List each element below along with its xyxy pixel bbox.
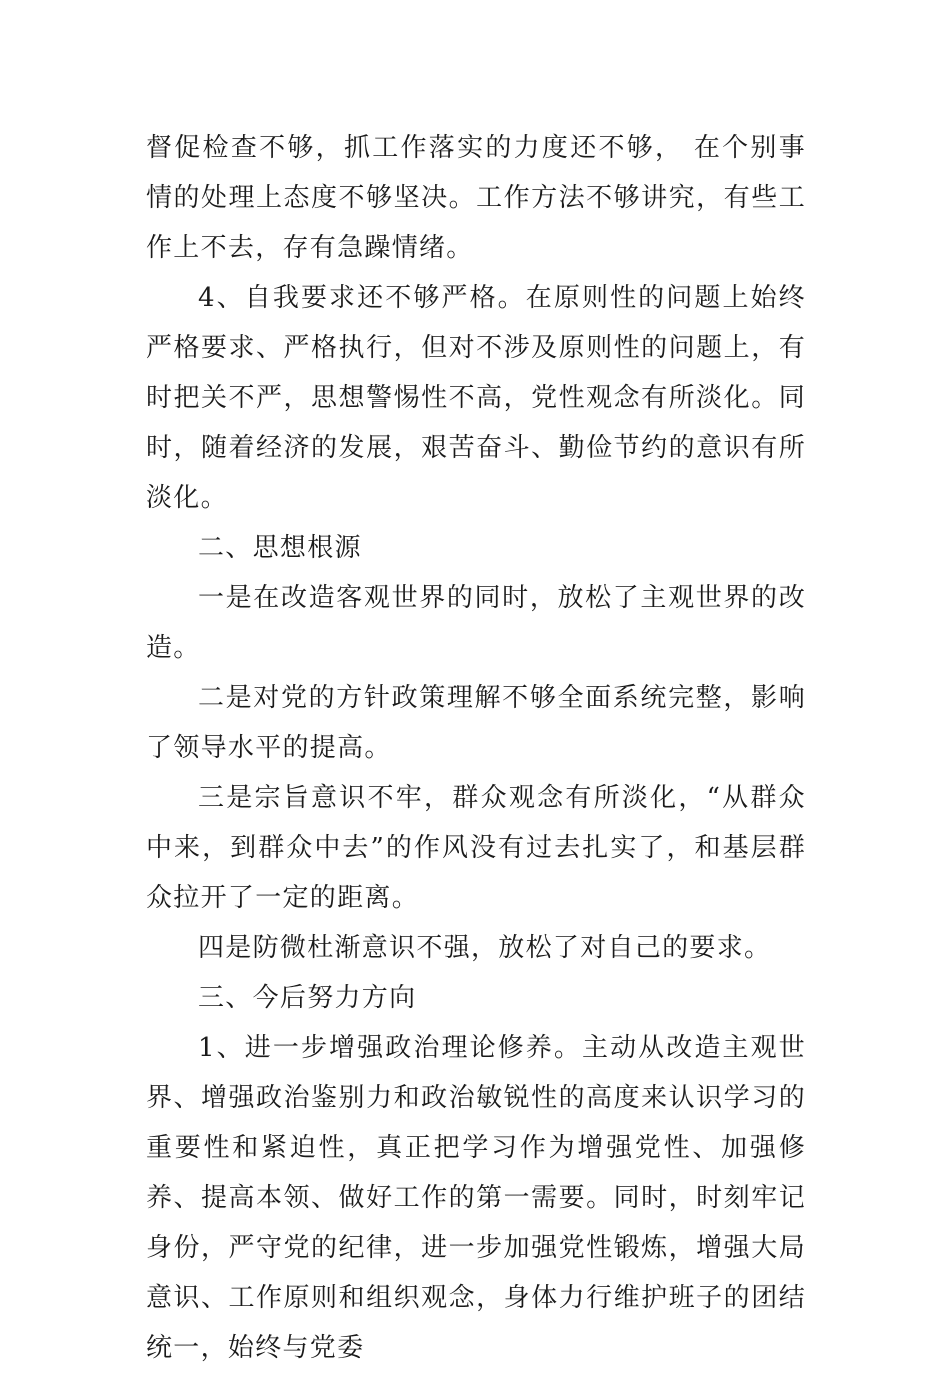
paragraph-self-requirement: 4、自我要求还不够严格。在原则性的问题上始终严格要求、严格执行，但对不涉及原则性的问题上，有时把关不严，思想警惕性不高，党性观念有所淡化。同时，随着经济的发展，艰苦奋斗、勤俭节约的意识有所淡化。 <box>146 283 806 513</box>
paragraph-root-four: 四是防微杜渐意识不强，放松了对自己的要求。 <box>198 933 772 963</box>
paragraph-root-three: 三是宗旨意识不牢，群众观念有所淡化，“从群众中来，到群众中去”的作风没有过去扎实了，和基层群众拉开了一定的距离。 <box>146 783 806 913</box>
paragraph-continued: 督促检查不够，抓工作落实的力度还不够， 在个别事情的处理上态度不够坚决。工作方法不够讲究，有些工作上不去，存有急躁情绪。 <box>146 133 806 263</box>
paragraph-direction-one: 1、进一步增强政治理论修养。主动从改造主观世界、增强政治鉴别力和政治敏锐性的高度来认识学习的重要性和紧迫性，真正把学习作为增强党性、加强修养、提高本领、做好工作的第一需要。同时，时刻牢记身份，严守党的纪律，进一步加强党性锻炼，增强大局意识、工作原则和组织观念，身体力行维护班子的团结统一，始终与党委 <box>146 1033 806 1363</box>
paragraph-root-one: 一是在改造客观世界的同时，放松了主观世界的改造。 <box>146 583 806 663</box>
paragraph-root-two: 二是对党的方针政策理解不够全面系统完整，影响了领导水平的提高。 <box>146 683 806 763</box>
section-heading-ideological-roots: 二、思想根源 <box>198 533 362 563</box>
document-page <box>146 123 806 1373</box>
section-heading-future-direction: 三、今后努力方向 <box>198 983 417 1013</box>
